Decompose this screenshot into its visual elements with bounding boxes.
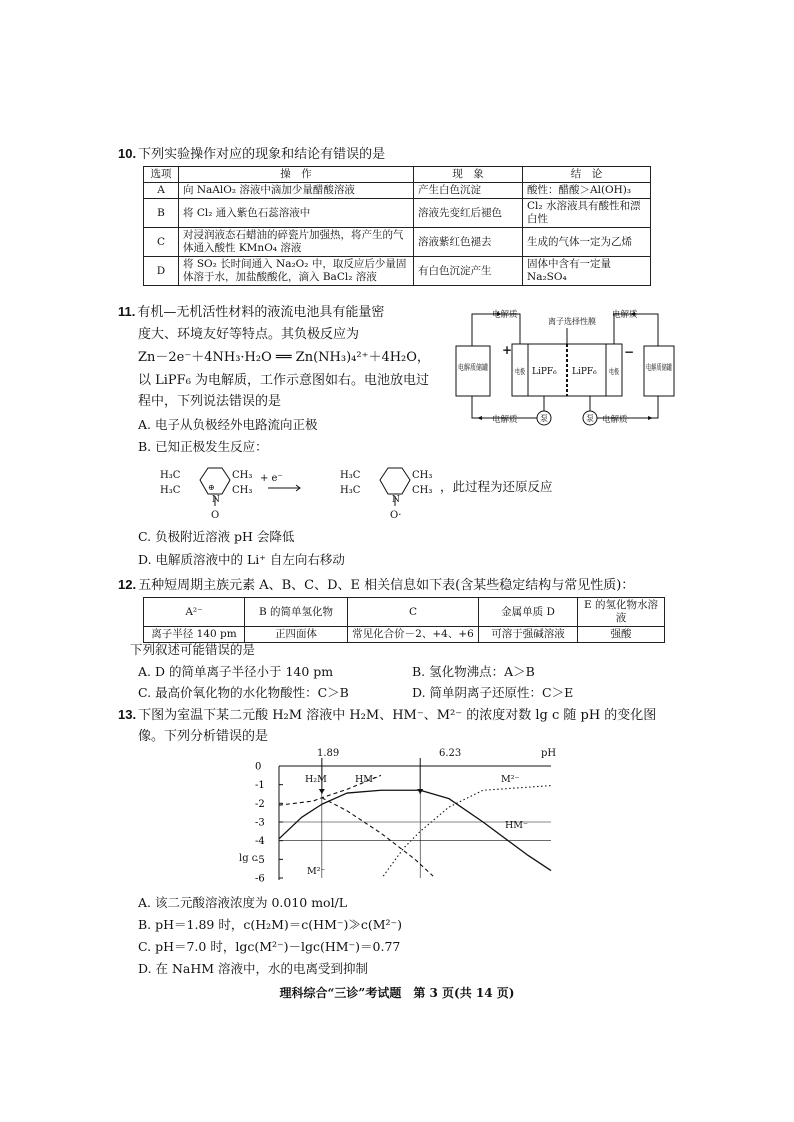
lgc-ph-chart <box>235 744 565 884</box>
q11-h3c-3: H₃C <box>340 470 361 481</box>
minus-sign: − <box>624 345 635 359</box>
marker-label-189: 1.89 <box>317 748 340 759</box>
q10-r1-c3: Cl₂ 水溶液具有酸性和漂白性 <box>523 199 651 228</box>
q10-h0: 选项 <box>144 167 179 183</box>
q12-lead: 下列叙述可能错误的是 <box>130 642 256 657</box>
q10-r3-c1: 将 SO₂ 长时间通入 Na₂O₂ 中，取反应后少量固体溶于水，加盐酸酸化，滴入 BaCl₂ 溶液 <box>179 257 414 286</box>
right-cell-label: LiPF₆ <box>572 367 597 377</box>
q11-electron: + e⁻ <box>260 473 283 484</box>
series-label-hm-right: HM⁻ <box>505 820 529 831</box>
q11-stem-line-4: 程中，下列说法错误的是 <box>138 394 282 409</box>
plus-sign: + <box>502 343 513 357</box>
q12-c3: 可溶于强碱溶液 <box>479 627 578 643</box>
q11-o-dot: O· <box>390 510 402 521</box>
q12-table <box>143 597 665 643</box>
q10-r0-c0: A <box>144 183 179 199</box>
membrane-label: 离子选择性膜 <box>548 317 596 326</box>
series-label-m2-top: M²⁻ <box>501 774 520 785</box>
y-tick-label: 0 <box>255 761 262 773</box>
q10-r1-c2: 溶液先变红后褪色 <box>414 199 523 228</box>
q10-r0-c3: 酸性：醋酸＞Al(OH)₃ <box>523 183 651 199</box>
q11-option-b-tail: ，此过程为还原反应 <box>440 479 553 494</box>
y-tick-label: -2 <box>255 798 265 810</box>
q10-r2-c3: 生成的气体一定为乙烯 <box>523 228 651 257</box>
series-label-h2m: H₂M <box>305 774 327 785</box>
q13-stem-line-1: 像。下列分析错误的是 <box>138 729 269 744</box>
q11-n-1: N <box>212 495 220 505</box>
q11-reaction-structure <box>150 458 553 528</box>
x-axis-label: pH <box>541 748 557 759</box>
q12-h4: E 的氢化物水溶液 <box>578 598 665 627</box>
table-row <box>144 228 651 257</box>
flow-label-top-left: 电解质 <box>492 310 518 320</box>
marker-arrowhead <box>319 789 325 794</box>
q13-stem-line-0 <box>118 706 656 725</box>
q11-o-1: O <box>211 510 220 521</box>
series-label-hm-top: HM⁻ <box>355 774 379 785</box>
q11-ch3-1: CH₃ <box>232 470 253 481</box>
q11-plus: ⊕ <box>208 483 215 492</box>
q13-option-b: B. pH＝1.89 时，c(H₂M)＝c(HM⁻)≫c(M²⁻) <box>138 917 403 932</box>
y-axis-label: lg c <box>239 853 258 864</box>
pump-icon-right: 泵 <box>586 414 594 423</box>
left-electrode-label: 电极 <box>515 367 530 376</box>
q12-c1: 正四面体 <box>245 627 348 643</box>
table-row <box>144 257 651 286</box>
y-tick-label: -5 <box>255 854 265 866</box>
flow-label-top-right: 电解质 <box>612 310 638 320</box>
q10-stem-text: 下列实验操作对应的现象和结论有错误的是 <box>138 147 386 162</box>
left-tank-label: 电解质储罐 <box>458 363 498 372</box>
q12-h2: C <box>348 598 479 627</box>
q12-c2: 常见化合价－2、+4、+6 <box>348 627 479 643</box>
page-footer: 理科综合“三诊”考试题 第 3 页(共 14 页) <box>279 986 515 1000</box>
q11-h3c-1: H₃C <box>160 470 181 481</box>
q10-h2: 现 象 <box>414 167 523 183</box>
q13-option-c: C. pH＝7.0 时，lgc(M²⁻)－lgc(HM⁻)＝0.77 <box>138 939 401 954</box>
q12-table-header <box>144 598 665 627</box>
q10-h1: 操 作 <box>179 167 414 183</box>
y-tick-label: -6 <box>255 873 265 885</box>
q12-option-d: D. 简单阴离子还原性：C＞E <box>412 685 574 700</box>
q10-number: 10. <box>118 146 137 161</box>
q10-h3: 结 论 <box>523 167 651 183</box>
q11-h3c-2: H₃C <box>160 485 181 496</box>
q10-r0-c2: 产生白色沉淀 <box>414 183 523 199</box>
y-tick-label: -1 <box>255 780 265 792</box>
q10-r2-c2: 溶液紫红色褪去 <box>414 228 523 257</box>
q12-option-a: A. D 的简单离子半径小于 140 pm <box>138 664 334 679</box>
q13-option-d: D. 在 NaHM 溶液中，水的电离受到抑制 <box>138 961 369 976</box>
table-row <box>144 183 651 199</box>
q12-h1: B 的简单氢化物 <box>245 598 348 627</box>
q11-ch3-3: CH₃ <box>412 470 433 481</box>
q10-r2-c1: 对浸润液态石蜡油的碎瓷片加强热，将产生的气体通入酸性 KMnO₄ 溶液 <box>179 228 414 257</box>
y-tick-label: -4 <box>255 836 265 848</box>
q11-stem-line-1: 度大、环境友好等特点。其负极反应为 <box>138 327 360 342</box>
q11-stem-line-3: 以 LiPF₆ 为电解质，工作示意图如右。电池放电过 <box>138 373 430 388</box>
q10-r1-c1: 将 Cl₂ 通入紫色石蕊溶液中 <box>179 199 414 228</box>
series-label-m2-bottom: M²⁻ <box>307 866 326 877</box>
y-tick-label: -3 <box>255 817 265 829</box>
series-line <box>322 798 433 876</box>
table-row <box>144 199 651 228</box>
q11-stem-text-0: 有机—无机活性材料的液流电池具有能量密 <box>137 305 385 320</box>
q11-ch3-4: CH₃ <box>412 485 433 496</box>
q12-option-b: B. 氢化物沸点：A＞B <box>412 664 535 679</box>
q10-table <box>143 166 651 286</box>
q12-stem <box>118 576 634 595</box>
q10-stem <box>118 145 385 164</box>
q12-h0: A²⁻ <box>144 598 245 627</box>
q10-r1-c0: B <box>144 199 179 228</box>
q11-n-2: N <box>392 495 400 505</box>
q10-r3-c3: 固体中含有一定量 Na₂SO₄ <box>523 257 651 286</box>
left-cell-label: LiPF₆ <box>532 367 557 377</box>
marker-label-623: 6.23 <box>439 748 462 759</box>
q10-r0-c1: 向 NaAlO₂ 溶液中滴加少量醋酸溶液 <box>179 183 414 199</box>
q10-r2-c0: C <box>144 228 179 257</box>
q11-number: 11. <box>118 304 136 319</box>
flow-label-bottom-right: 电解质 <box>602 415 628 425</box>
q11-h3c-4: H₃C <box>340 485 361 496</box>
flow-battery-diagram <box>452 304 686 426</box>
q10-table-header <box>144 167 651 183</box>
q12-option-c: C. 最高价氧化物的水化物酸性：C＞B <box>138 685 349 700</box>
right-tank-label: 电解质储罐 <box>646 363 686 372</box>
q11-stem-line-0 <box>118 303 384 322</box>
q10-r3-c0: D <box>144 257 179 286</box>
pump-icon-left: 泵 <box>540 414 548 423</box>
q11-option-d: D. 电解质溶液中的 Li⁺ 自左向右移动 <box>138 552 345 567</box>
q10-r3-c2: 有白色沉淀产生 <box>414 257 523 286</box>
q12-h3: 金属单质 D <box>479 598 578 627</box>
q11-stem-line-2: Zn－2e⁻＋4NH₃·H₂O ══ Zn(NH₃)₄²⁺＋4H₂O， <box>138 350 430 365</box>
q12-c0: 离子半径 140 pm <box>144 627 245 643</box>
q12-stem-text: 五种短周期主族元素 A、B、C、D、E 相关信息如下表(含某些稳定结构与常见性质)： <box>138 578 635 593</box>
q12-c4: 强酸 <box>578 627 665 643</box>
q11-ch3-2: CH₃ <box>232 485 253 496</box>
q11-option-b: B. 已知正极发生反应： <box>138 439 268 454</box>
q11-option-c: C. 负极附近溶液 pH 会降低 <box>138 529 295 544</box>
q13-option-a: A. 该二元酸溶液浓度为 0.010 mol/L <box>138 895 348 910</box>
q13-number: 13. <box>118 707 137 722</box>
q12-number: 12. <box>118 577 137 592</box>
q11-option-a: A. 电子从负极经外电路流向正极 <box>138 417 318 432</box>
flow-label-bottom-left: 电解质 <box>492 415 518 425</box>
q13-stem-text-0: 下图为室温下某二元酸 H₂M 溶液中 H₂M、HM⁻、M²⁻ 的浓度对数 lg c 随 pH 的变化图 <box>138 708 657 723</box>
right-electrode-label: 电极 <box>609 367 624 376</box>
